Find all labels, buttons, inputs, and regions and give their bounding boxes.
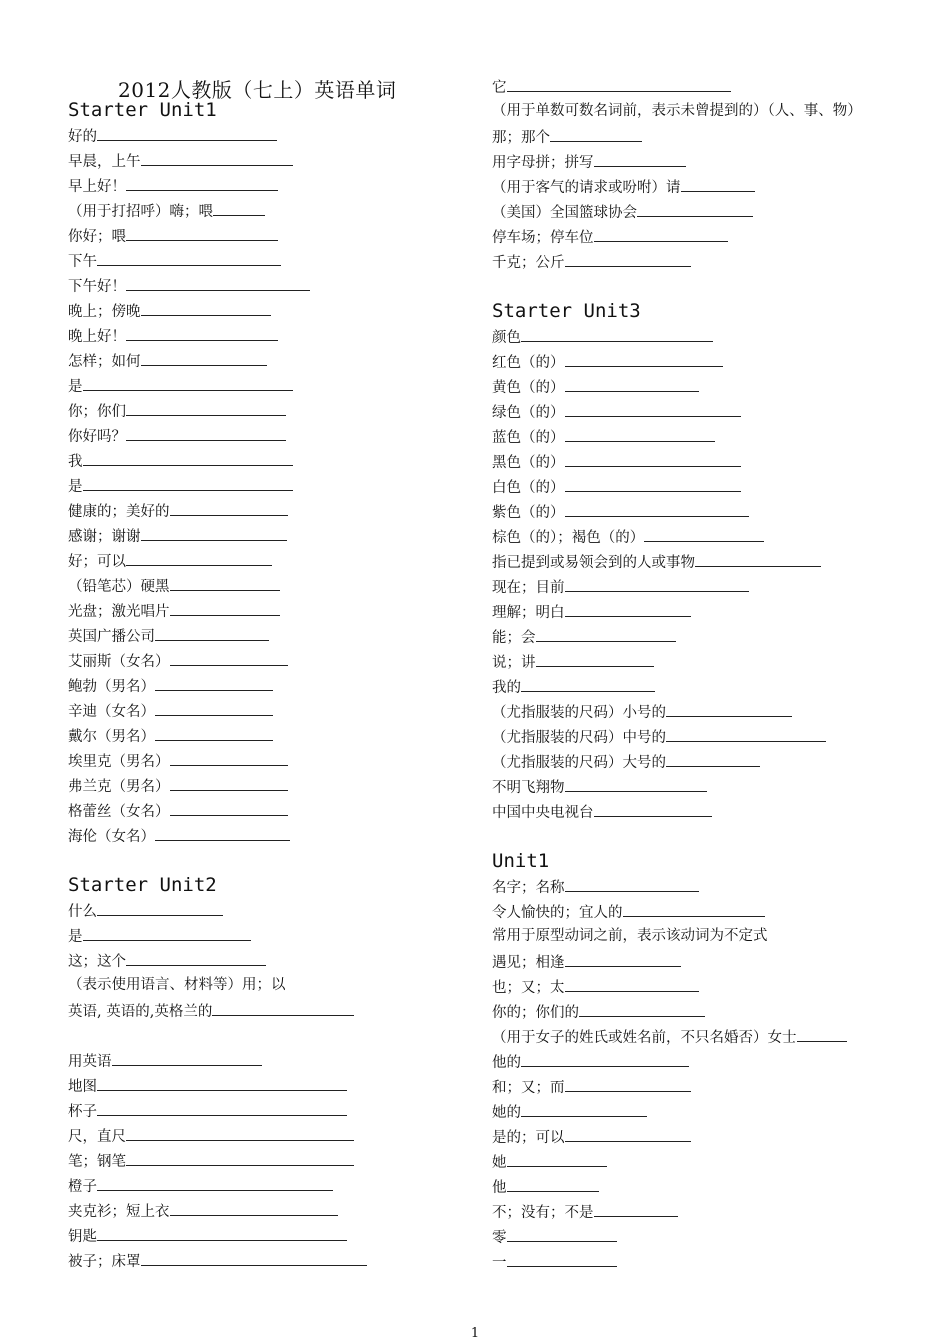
vocab-item bbox=[492, 599, 912, 624]
vocab-item bbox=[492, 1224, 912, 1249]
vocab-item bbox=[492, 149, 912, 174]
answer-blank-line[interactable] bbox=[126, 948, 266, 966]
vocab-label: 怎样；如何 bbox=[68, 354, 141, 370]
vocab-item bbox=[68, 248, 468, 273]
answer-blank-line[interactable] bbox=[83, 373, 293, 391]
answer-blank-line[interactable] bbox=[126, 423, 286, 441]
vocab-label: 早晨，上午 bbox=[68, 154, 141, 170]
vocab-item bbox=[492, 624, 912, 649]
answer-blank-line[interactable] bbox=[97, 1073, 347, 1091]
answer-blank-line[interactable] bbox=[170, 498, 288, 516]
vocab-label: 你的；你们的 bbox=[492, 1005, 579, 1021]
vocab-item bbox=[492, 799, 912, 824]
vocab-label: 他的 bbox=[492, 1055, 521, 1071]
vocab-item bbox=[492, 899, 912, 924]
vocab-label: 千克；公斤 bbox=[492, 255, 565, 271]
vocab-item bbox=[492, 524, 912, 549]
vocab-item bbox=[68, 623, 468, 648]
vocab-item bbox=[492, 349, 912, 374]
vocab-label: （表示使用语言、材料等）用；以 bbox=[68, 977, 286, 993]
answer-blank-line[interactable] bbox=[565, 349, 723, 367]
vocab-label: 尺，直尺 bbox=[68, 1129, 126, 1145]
vocab-label: 光盘；激光唱片 bbox=[68, 604, 170, 620]
vocab-item bbox=[492, 99, 912, 124]
vocab-item bbox=[492, 924, 912, 949]
answer-blank-line[interactable] bbox=[521, 674, 655, 692]
answer-blank-line[interactable] bbox=[213, 198, 265, 216]
answer-blank-line[interactable] bbox=[637, 199, 753, 217]
answer-blank-line[interactable] bbox=[550, 124, 642, 142]
vocab-item bbox=[492, 774, 912, 799]
vocab-label: 零 bbox=[492, 1230, 507, 1246]
vocab-item bbox=[492, 1049, 912, 1074]
vocab-label: 指已提到或易领会到的人或事物 bbox=[492, 555, 695, 571]
vocab-item bbox=[68, 748, 468, 773]
vocab-item bbox=[492, 749, 912, 774]
vocab-label: 这；这个 bbox=[68, 954, 126, 970]
vocab-item bbox=[492, 1099, 912, 1124]
answer-blank-line[interactable] bbox=[565, 499, 749, 517]
vocab-label: 下午 bbox=[68, 254, 97, 270]
vocab-label: 晚上；傍晚 bbox=[68, 304, 141, 320]
vocab-label: 白色（的） bbox=[492, 480, 565, 496]
vocab-label: 你；你们 bbox=[68, 404, 126, 420]
vocab-item bbox=[492, 374, 912, 399]
vocab-label: 是的；可以 bbox=[492, 1130, 565, 1146]
vocab-label: 辛迪（女名） bbox=[68, 704, 155, 720]
vocab-label: 是 bbox=[68, 479, 83, 495]
answer-blank-line[interactable] bbox=[681, 174, 755, 192]
answer-blank-line[interactable] bbox=[521, 1049, 689, 1067]
section-heading: Starter Unit1 bbox=[68, 99, 217, 121]
vocab-label: 你好吗？ bbox=[68, 429, 126, 445]
answer-blank-line[interactable] bbox=[170, 798, 288, 816]
vocab-item bbox=[68, 973, 468, 998]
answer-blank-line[interactable] bbox=[521, 324, 713, 342]
answer-blank-line[interactable] bbox=[507, 1174, 599, 1192]
answer-blank-line[interactable] bbox=[155, 698, 273, 716]
vocab-item bbox=[492, 474, 912, 499]
vocab-item bbox=[68, 423, 468, 448]
vocab-item bbox=[68, 798, 468, 823]
vocab-label: 是 bbox=[68, 929, 83, 945]
vocab-list bbox=[492, 74, 912, 274]
answer-blank-line[interactable] bbox=[141, 1248, 367, 1266]
answer-blank-line[interactable] bbox=[170, 748, 288, 766]
answer-blank-line[interactable] bbox=[126, 323, 278, 341]
vocab-item bbox=[492, 1249, 912, 1274]
vocab-item bbox=[68, 1073, 468, 1098]
vocab-item bbox=[68, 773, 468, 798]
vocab-label: （尤指服装的尺码）中号的 bbox=[492, 730, 666, 746]
vocab-label: （用于打招呼）嗨；喂 bbox=[68, 204, 213, 220]
answer-blank-line[interactable] bbox=[565, 449, 741, 467]
answer-blank-line[interactable] bbox=[565, 399, 741, 417]
right-column bbox=[492, 74, 912, 1274]
answer-blank-line[interactable] bbox=[536, 649, 654, 667]
vocab-item bbox=[68, 473, 468, 498]
vocab-item bbox=[492, 724, 912, 749]
vocab-item bbox=[492, 949, 912, 974]
vocab-item bbox=[492, 874, 912, 899]
vocab-item bbox=[68, 648, 468, 673]
vocab-item bbox=[492, 224, 912, 249]
answer-blank-line[interactable] bbox=[695, 549, 821, 567]
answer-blank-line[interactable] bbox=[565, 1074, 691, 1092]
answer-blank-line[interactable] bbox=[212, 998, 354, 1016]
vocab-label: （美国）全国篮球协会 bbox=[492, 205, 637, 221]
vocab-item bbox=[68, 548, 468, 573]
answer-blank-line[interactable] bbox=[170, 573, 280, 591]
vocab-item bbox=[68, 373, 468, 398]
vocab-label: （用于女子的姓氏或姓名前，不只名婚否）女士 bbox=[492, 1030, 797, 1046]
vocab-label: 和；又；而 bbox=[492, 1080, 565, 1096]
vocab-item bbox=[68, 598, 468, 623]
vocab-item bbox=[68, 1148, 468, 1173]
vocab-item bbox=[68, 948, 468, 973]
vocab-label: 好；可以 bbox=[68, 554, 126, 570]
vocab-label: 我 bbox=[68, 454, 83, 470]
answer-blank-line[interactable] bbox=[97, 898, 223, 916]
answer-blank-line[interactable] bbox=[97, 123, 277, 141]
page-number: 1 bbox=[470, 1326, 480, 1341]
vocab-label: 夹克衫；短上衣 bbox=[68, 1204, 170, 1220]
vocab-item bbox=[68, 923, 468, 948]
answer-blank-line[interactable] bbox=[83, 473, 293, 491]
vocab-label: 戴尔（男名） bbox=[68, 729, 155, 745]
vocab-label: 下午好！ bbox=[68, 279, 126, 295]
vocab-label: 它 bbox=[492, 80, 507, 96]
vocab-label: 红色（的） bbox=[492, 355, 565, 371]
vocab-label: 颜色 bbox=[492, 330, 521, 346]
vocab-item bbox=[68, 173, 468, 198]
answer-blank-line[interactable] bbox=[507, 1149, 607, 1167]
answer-blank-line[interactable] bbox=[126, 398, 286, 416]
vocab-item bbox=[68, 1198, 468, 1223]
vocab-label: 是 bbox=[68, 379, 83, 395]
answer-blank-line[interactable] bbox=[170, 598, 280, 616]
answer-blank-line[interactable] bbox=[83, 448, 293, 466]
vocab-item bbox=[68, 573, 468, 598]
vocab-item bbox=[492, 199, 912, 224]
answer-blank-line[interactable] bbox=[594, 149, 686, 167]
answer-blank-line[interactable] bbox=[155, 823, 290, 841]
answer-blank-line[interactable] bbox=[126, 1123, 354, 1141]
answer-blank-line[interactable] bbox=[141, 298, 271, 316]
answer-blank-line[interactable] bbox=[170, 648, 288, 666]
vocab-label: （用于单数可数名词前，表示未曾提到的）（人、事、物） bbox=[492, 103, 862, 119]
vocab-label: 理解；明白 bbox=[492, 605, 565, 621]
answer-blank-line[interactable] bbox=[565, 1124, 691, 1142]
vocab-label: 好的 bbox=[68, 129, 97, 145]
answer-blank-line[interactable] bbox=[666, 724, 826, 742]
vocab-label: 晚上好！ bbox=[68, 329, 126, 345]
answer-blank-line[interactable] bbox=[170, 1198, 338, 1216]
vocab-item bbox=[492, 124, 912, 149]
vocab-label: 早上好！ bbox=[68, 179, 126, 195]
vocab-item bbox=[68, 523, 468, 548]
answer-blank-line[interactable] bbox=[126, 273, 310, 291]
answer-blank-line[interactable] bbox=[623, 899, 765, 917]
vocab-list bbox=[492, 874, 912, 1274]
vocab-label: 常用于原型动词之前，表示该动词为不定式 bbox=[492, 928, 768, 944]
answer-blank-line[interactable] bbox=[565, 599, 691, 617]
vocab-label: 感谢；谢谢 bbox=[68, 529, 141, 545]
vocab-item bbox=[492, 449, 912, 474]
answer-blank-line[interactable] bbox=[155, 623, 269, 641]
vocab-label: 棕色（的）；褐色（的） bbox=[492, 530, 645, 546]
vocab-item bbox=[492, 549, 912, 574]
vocab-label: 用英语 bbox=[68, 1054, 112, 1070]
vocab-item bbox=[492, 699, 912, 724]
vocab-item bbox=[492, 974, 912, 999]
vocab-label: 橙子 bbox=[68, 1179, 97, 1195]
vocab-label: 他 bbox=[492, 1180, 507, 1196]
section-heading: Starter Unit3 bbox=[492, 300, 641, 322]
vocab-label: 艾丽斯（女名） bbox=[68, 654, 170, 670]
answer-blank-line[interactable] bbox=[126, 548, 272, 566]
answer-blank-line[interactable] bbox=[536, 624, 676, 642]
vocab-label: 弗兰克（男名） bbox=[68, 779, 170, 795]
answer-blank-line[interactable] bbox=[126, 223, 278, 241]
answer-blank-line[interactable] bbox=[565, 974, 699, 992]
vocab-item bbox=[492, 1174, 912, 1199]
vocab-label: 地图 bbox=[68, 1079, 97, 1095]
vocab-item bbox=[68, 148, 468, 173]
answer-blank-line[interactable] bbox=[112, 1048, 262, 1066]
vocab-label: 遇见；相逢 bbox=[492, 955, 565, 971]
vocab-item bbox=[492, 74, 912, 99]
vocab-item bbox=[492, 1149, 912, 1174]
vocab-item bbox=[492, 1024, 912, 1049]
vocab-label: 杯子 bbox=[68, 1104, 97, 1120]
vocab-label: 令人愉快的；宜人的 bbox=[492, 905, 623, 921]
answer-blank-line[interactable] bbox=[594, 224, 728, 242]
vocab-item bbox=[68, 223, 468, 248]
section-heading: Unit1 bbox=[492, 850, 550, 872]
vocab-label: 黑色（的） bbox=[492, 455, 565, 471]
vocab-label: 一 bbox=[492, 1255, 507, 1271]
vocab-label: 什么 bbox=[68, 904, 97, 920]
vocab-item bbox=[492, 574, 912, 599]
vocab-label: 英语, 英语的,英格兰的 bbox=[68, 1004, 213, 1020]
vocab-item bbox=[68, 448, 468, 473]
vocab-label: 鲍勃（男名） bbox=[68, 679, 155, 695]
answer-blank-line[interactable] bbox=[666, 749, 760, 767]
vocab-item bbox=[492, 324, 912, 349]
vocab-label: 她 bbox=[492, 1155, 507, 1171]
vocab-label: 英国广播公司 bbox=[68, 629, 155, 645]
vocab-item bbox=[68, 823, 468, 848]
vocab-item bbox=[68, 1223, 468, 1248]
vocab-label: 蓝色（的） bbox=[492, 430, 565, 446]
vocab-label: 健康的；美好的 bbox=[68, 504, 170, 520]
vocab-label: 埃里克（男名） bbox=[68, 754, 170, 770]
left-column bbox=[68, 98, 468, 1273]
vocab-label: 说；讲 bbox=[492, 655, 536, 671]
vocab-item bbox=[492, 399, 912, 424]
answer-blank-line[interactable] bbox=[797, 1024, 847, 1042]
vocab-item bbox=[492, 1074, 912, 1099]
vocab-item bbox=[68, 323, 468, 348]
vocab-label: 被子；床罩 bbox=[68, 1254, 141, 1270]
vocab-item bbox=[68, 123, 468, 148]
vocab-label: 你好；喂 bbox=[68, 229, 126, 245]
answer-blank-line[interactable] bbox=[644, 524, 764, 542]
vocab-label: 现在；目前 bbox=[492, 580, 565, 596]
answer-blank-line[interactable] bbox=[83, 923, 251, 941]
vocab-label: 不明飞翔物 bbox=[492, 780, 565, 796]
vocab-label: 我的 bbox=[492, 680, 521, 696]
vocab-label: 海伦（女名） bbox=[68, 829, 155, 845]
answer-blank-line[interactable] bbox=[565, 424, 715, 442]
answer-blank-line[interactable] bbox=[565, 474, 741, 492]
vocab-label: 停车场；停车位 bbox=[492, 230, 594, 246]
vocab-label: 紫色（的） bbox=[492, 505, 565, 521]
vocab-label: （尤指服装的尺码）大号的 bbox=[492, 755, 666, 771]
answer-blank-line[interactable] bbox=[579, 999, 705, 1017]
vocab-item bbox=[68, 1123, 468, 1148]
vocab-label: 能；会 bbox=[492, 630, 536, 646]
answer-blank-line[interactable] bbox=[155, 723, 273, 741]
answer-blank-line[interactable] bbox=[594, 799, 712, 817]
vocab-item bbox=[68, 198, 468, 223]
answer-blank-line[interactable] bbox=[565, 374, 699, 392]
answer-blank-line[interactable] bbox=[666, 699, 792, 717]
vocab-list bbox=[68, 123, 468, 848]
vocab-label: 笔；钢笔 bbox=[68, 1154, 126, 1170]
vocab-item bbox=[492, 499, 912, 524]
vocab-label: 中国中央电视台 bbox=[492, 805, 594, 821]
vocab-list bbox=[492, 324, 912, 824]
answer-blank-line[interactable] bbox=[97, 1223, 347, 1241]
vocab-label: （铅笔芯）硬黑 bbox=[68, 579, 170, 595]
answer-blank-line[interactable] bbox=[126, 173, 278, 191]
blank-row bbox=[68, 1023, 468, 1048]
answer-blank-line[interactable] bbox=[565, 574, 749, 592]
answer-blank-line[interactable] bbox=[565, 249, 691, 267]
answer-blank-line[interactable] bbox=[97, 248, 281, 266]
vocab-item bbox=[492, 1199, 912, 1224]
vocab-item bbox=[492, 174, 912, 199]
vocab-label: （用于客气的请求或吩咐）请 bbox=[492, 180, 681, 196]
answer-blank-line[interactable] bbox=[141, 523, 287, 541]
vocab-item bbox=[68, 298, 468, 323]
vocab-item bbox=[68, 673, 468, 698]
vocab-label: 用字母拼；拼写 bbox=[492, 155, 594, 171]
answer-blank-line[interactable] bbox=[141, 148, 293, 166]
vocab-label: 绿色（的） bbox=[492, 405, 565, 421]
answer-blank-line[interactable] bbox=[126, 1148, 354, 1166]
vocab-label: 她的 bbox=[492, 1105, 521, 1121]
answer-blank-line[interactable] bbox=[507, 1249, 617, 1267]
vocab-item bbox=[492, 249, 912, 274]
vocab-item bbox=[68, 998, 468, 1023]
answer-blank-line[interactable] bbox=[507, 1224, 617, 1242]
vocab-item bbox=[68, 1173, 468, 1198]
vocab-list bbox=[68, 898, 468, 1273]
vocab-item bbox=[492, 1124, 912, 1149]
vocab-label: 不；没有；不是 bbox=[492, 1205, 594, 1221]
answer-blank-line[interactable] bbox=[141, 348, 267, 366]
vocab-item bbox=[68, 398, 468, 423]
vocab-item bbox=[492, 674, 912, 699]
vocab-item bbox=[492, 424, 912, 449]
vocab-item bbox=[492, 649, 912, 674]
vocab-label: 也；又；太 bbox=[492, 980, 565, 996]
answer-blank-line[interactable] bbox=[565, 949, 681, 967]
vocab-label: 黄色（的） bbox=[492, 380, 565, 396]
vocab-label: 名字；名称 bbox=[492, 880, 565, 896]
vocab-item bbox=[68, 898, 468, 923]
answer-blank-line[interactable] bbox=[507, 74, 731, 92]
vocab-item bbox=[492, 999, 912, 1024]
vocab-item bbox=[68, 1098, 468, 1123]
vocab-item bbox=[68, 723, 468, 748]
answer-blank-line[interactable] bbox=[170, 773, 288, 791]
vocab-item bbox=[68, 1048, 468, 1073]
answer-blank-line[interactable] bbox=[155, 673, 273, 691]
answer-blank-line[interactable] bbox=[97, 1173, 333, 1191]
vocab-label: 钥匙 bbox=[68, 1229, 97, 1245]
page-title: 2012人教版（七上）英语单词 bbox=[118, 78, 397, 102]
vocab-label: （尤指服装的尺码）小号的 bbox=[492, 705, 666, 721]
vocab-item bbox=[68, 1248, 468, 1273]
answer-blank-line[interactable] bbox=[521, 1099, 647, 1117]
answer-blank-line[interactable] bbox=[97, 1098, 347, 1116]
section-heading: Starter Unit2 bbox=[68, 874, 217, 896]
answer-blank-line[interactable] bbox=[594, 1199, 678, 1217]
vocab-label: 那；那个 bbox=[492, 130, 550, 146]
vocab-item bbox=[68, 273, 468, 298]
vocab-item bbox=[68, 698, 468, 723]
vocab-item bbox=[68, 498, 468, 523]
answer-blank-line[interactable] bbox=[565, 774, 707, 792]
vocab-item bbox=[68, 348, 468, 373]
answer-blank-line[interactable] bbox=[565, 874, 699, 892]
vocab-label: 格蕾丝（女名） bbox=[68, 804, 170, 820]
